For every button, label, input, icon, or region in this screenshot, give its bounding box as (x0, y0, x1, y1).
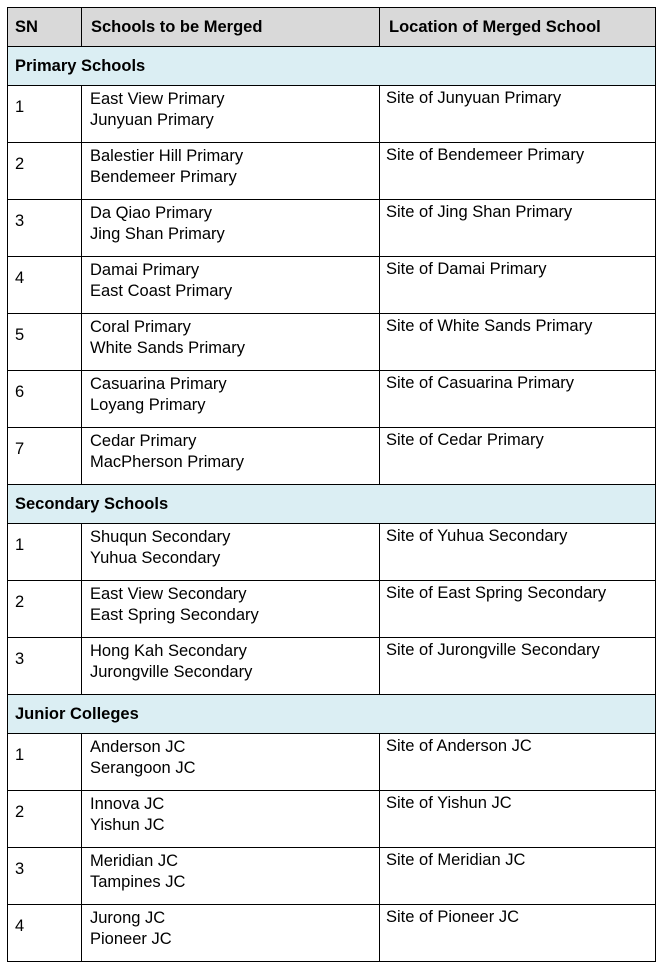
serial-number-cell: 1 (8, 734, 82, 791)
table-row (8, 848, 656, 905)
second-school-name: East Spring Secondary (90, 606, 259, 624)
merged-location-cell: Site of Casuarina Primary (380, 371, 656, 428)
schools-cell (82, 581, 380, 638)
table-body (8, 8, 656, 962)
table-row (8, 200, 656, 257)
serial-number-cell: 6 (8, 371, 82, 428)
section-header-row (8, 47, 656, 86)
merged-location-cell: Site of Yishun JC (380, 791, 656, 848)
first-school-name: Innova JC (90, 795, 165, 813)
merged-location-cell: Site of Jing Shan Primary (380, 200, 656, 257)
merged-location-cell: Site of Junyuan Primary (380, 86, 656, 143)
first-school-name: Hong Kah Secondary (90, 642, 247, 660)
first-school-name: Meridian JC (90, 852, 179, 870)
schools-cell (82, 848, 380, 905)
schools-cell (82, 638, 380, 695)
schools-cell (82, 905, 380, 962)
merged-location-cell: Site of East Spring Secondary (380, 581, 656, 638)
first-school-name: Casuarina Primary (90, 375, 227, 393)
second-school-name: White Sands Primary (90, 339, 245, 357)
merged-location-cell: Site of Damai Primary (380, 257, 656, 314)
first-school-name: Jurong JC (90, 909, 166, 927)
merged-location-cell: Site of Yuhua Secondary (380, 524, 656, 581)
table-row (8, 638, 656, 695)
first-school-name: Coral Primary (90, 318, 191, 336)
schools-cell (82, 524, 380, 581)
schools-cell (82, 791, 380, 848)
schools-cell (82, 314, 380, 371)
table-row (8, 524, 656, 581)
merged-location-cell: Site of Anderson JC (380, 734, 656, 791)
merged-location-cell: Site of White Sands Primary (380, 314, 656, 371)
first-school-name: Balestier Hill Primary (90, 147, 244, 165)
first-school-name: Anderson JC (90, 738, 186, 756)
first-school-name: Da Qiao Primary (90, 204, 212, 222)
second-school-name: East Coast Primary (90, 282, 233, 300)
second-school-name: Jurongville Secondary (90, 663, 253, 681)
second-school-name: Pioneer JC (90, 930, 172, 948)
serial-number-cell: 3 (8, 848, 82, 905)
schools-cell (82, 734, 380, 791)
first-school-name: Cedar Primary (90, 432, 197, 450)
first-school-name: East View Secondary (90, 585, 247, 603)
table-row (8, 905, 656, 962)
second-school-name: Serangoon JC (90, 759, 196, 777)
table-row (8, 791, 656, 848)
serial-number-cell: 4 (8, 257, 82, 314)
first-school-name: Shuqun Secondary (90, 528, 231, 546)
second-school-name: Loyang Primary (90, 396, 206, 414)
serial-number-cell: 1 (8, 524, 82, 581)
second-school-name: Junyuan Primary (90, 111, 214, 129)
header-location: Location of Merged School (380, 8, 656, 47)
section-title: Primary Schools (8, 47, 656, 86)
serial-number-cell: 2 (8, 143, 82, 200)
second-school-name: Tampines JC (90, 873, 186, 891)
serial-number-cell: 2 (8, 581, 82, 638)
header-row (8, 8, 656, 47)
merged-location-cell: Site of Jurongville Secondary (380, 638, 656, 695)
table-row (8, 428, 656, 485)
table-row (8, 257, 656, 314)
schools-cell (82, 143, 380, 200)
serial-number-cell: 5 (8, 314, 82, 371)
section-title: Secondary Schools (8, 485, 656, 524)
second-school-name: Yishun JC (90, 816, 165, 834)
schools-cell (82, 257, 380, 314)
table-row (8, 734, 656, 791)
serial-number-cell: 4 (8, 905, 82, 962)
table-row (8, 314, 656, 371)
second-school-name: Bendemeer Primary (90, 168, 237, 186)
table-row (8, 86, 656, 143)
table-row (8, 581, 656, 638)
merged-location-cell: Site of Bendemeer Primary (380, 143, 656, 200)
serial-number-cell: 2 (8, 791, 82, 848)
merged-location-cell: Site of Pioneer JC (380, 905, 656, 962)
second-school-name: Yuhua Secondary (90, 549, 221, 567)
section-header-row (8, 695, 656, 734)
schools-cell (82, 86, 380, 143)
table-row (8, 371, 656, 428)
header-sn: SN (8, 8, 82, 47)
first-school-name: Damai Primary (90, 261, 200, 279)
merged-location-cell: Site of Cedar Primary (380, 428, 656, 485)
merged-location-cell: Site of Meridian JC (380, 848, 656, 905)
serial-number-cell: 7 (8, 428, 82, 485)
second-school-name: MacPherson Primary (90, 453, 245, 471)
school-merger-table (7, 7, 656, 962)
serial-number-cell: 1 (8, 86, 82, 143)
schools-cell (82, 371, 380, 428)
first-school-name: East View Primary (90, 90, 225, 108)
header-schools: Schools to be Merged (82, 8, 380, 47)
section-title: Junior Colleges (8, 695, 656, 734)
second-school-name: Jing Shan Primary (90, 225, 225, 243)
serial-number-cell: 3 (8, 638, 82, 695)
section-header-row (8, 485, 656, 524)
table-row (8, 143, 656, 200)
schools-cell (82, 428, 380, 485)
schools-cell (82, 200, 380, 257)
serial-number-cell: 3 (8, 200, 82, 257)
